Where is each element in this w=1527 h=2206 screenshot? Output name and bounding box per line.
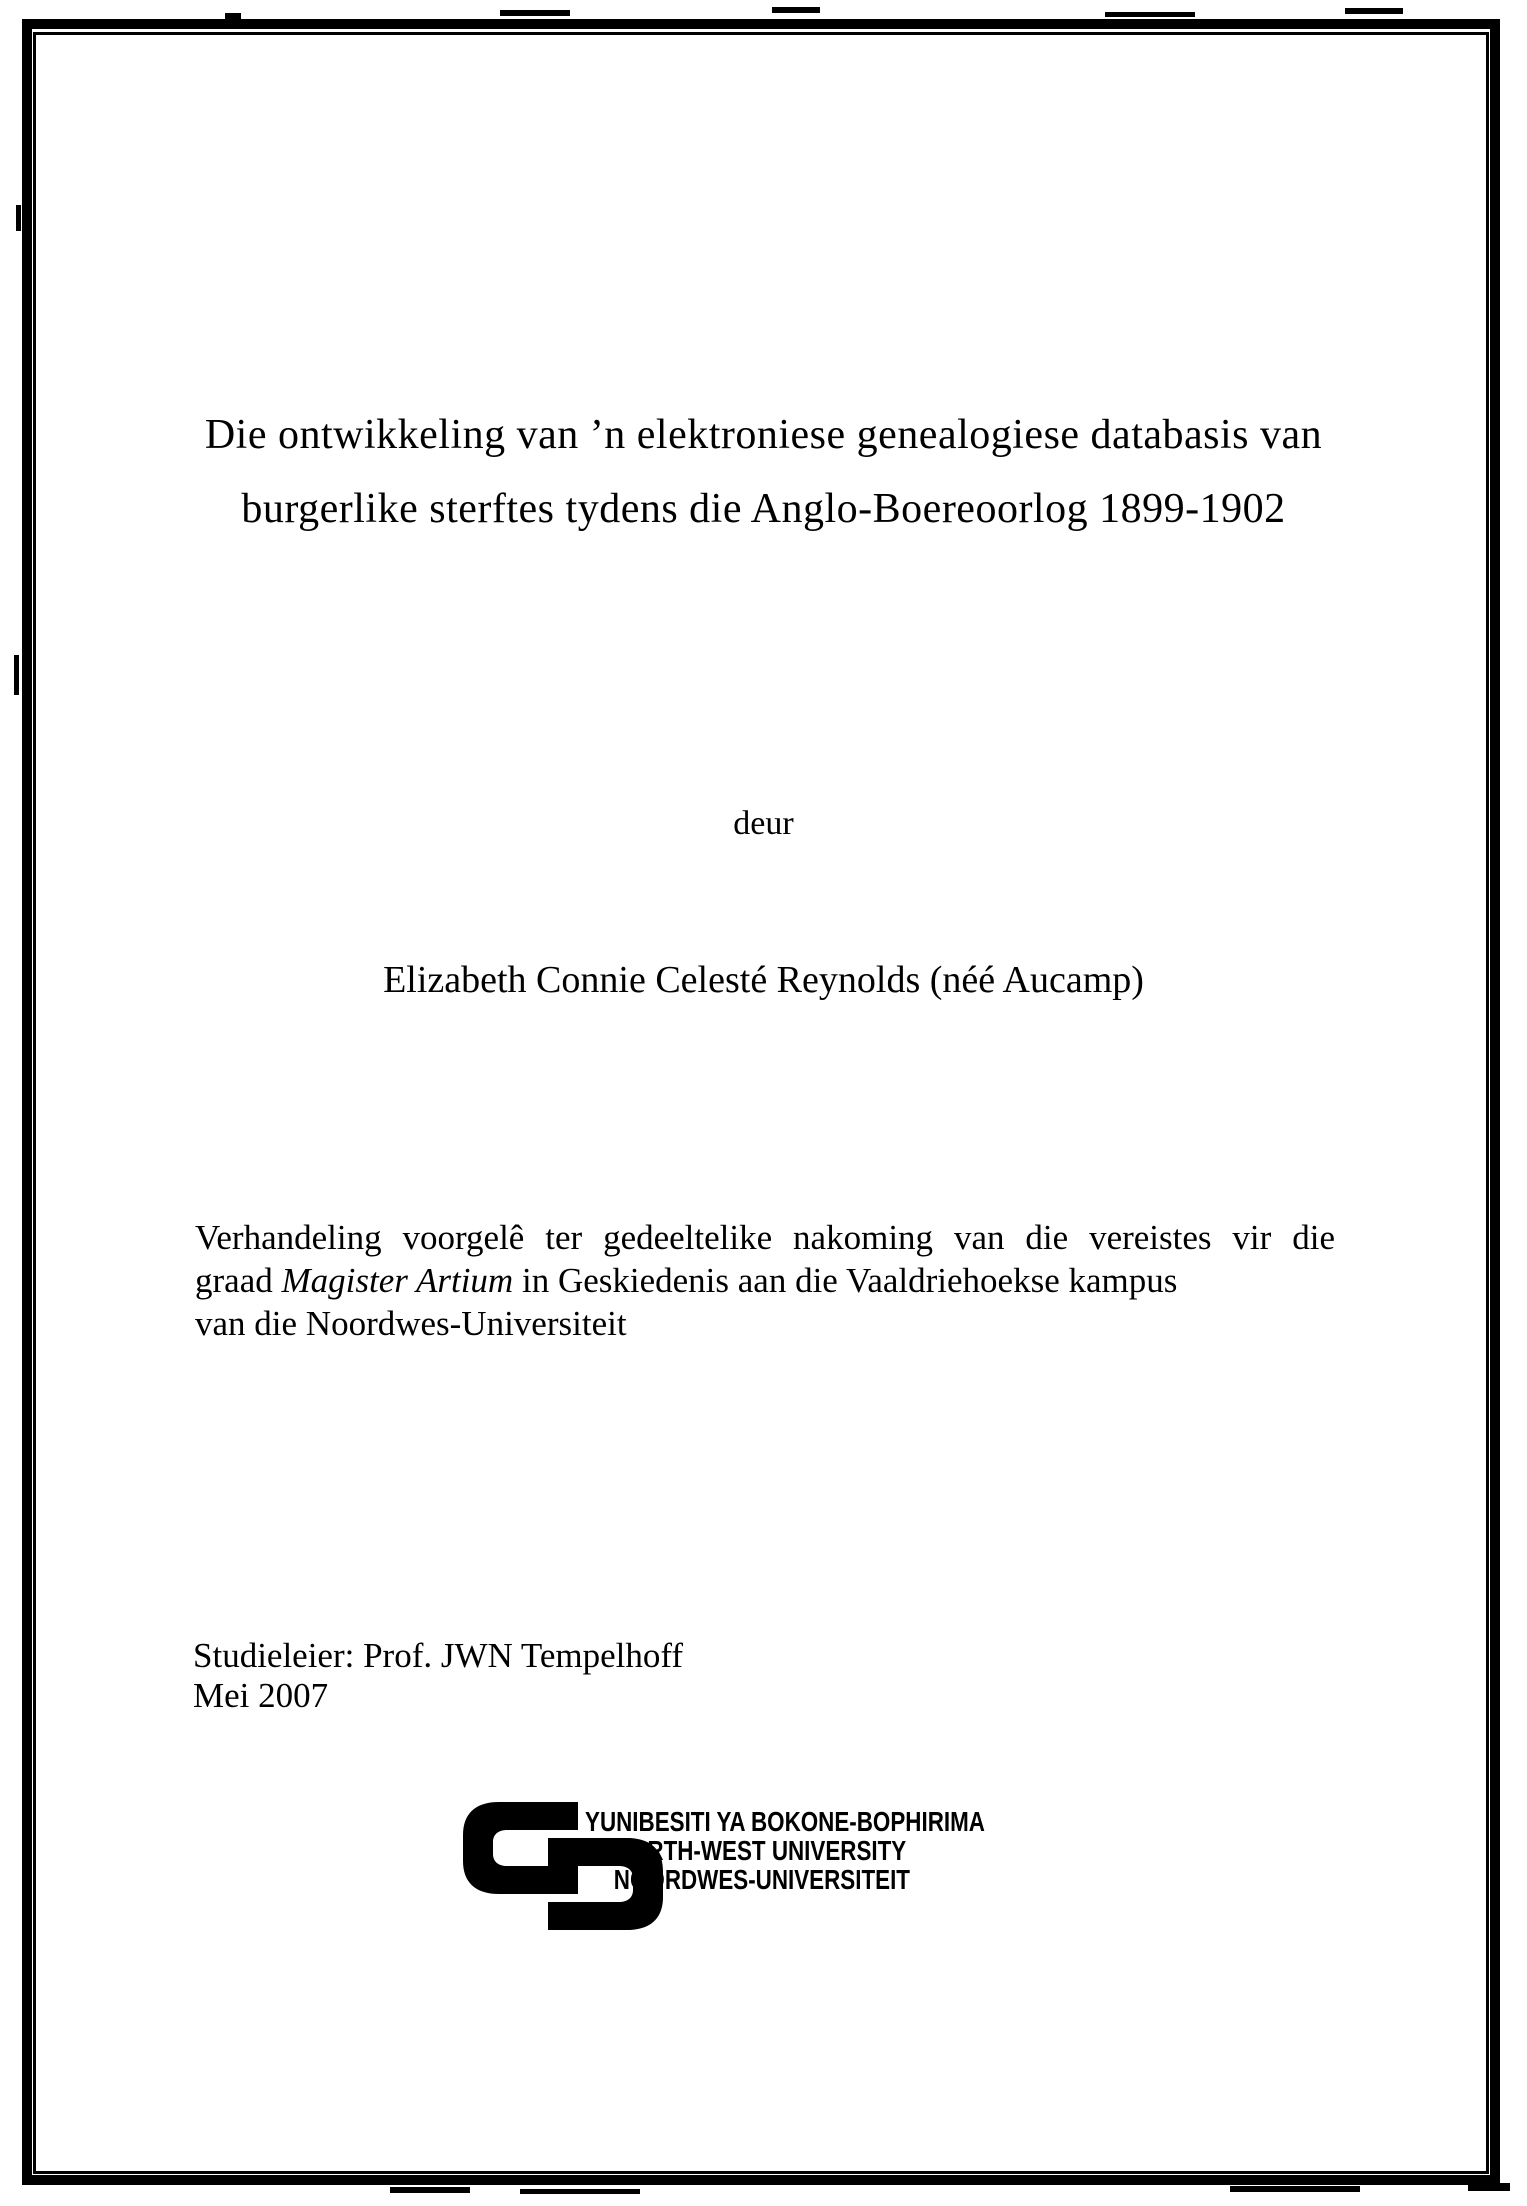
university-logo-text [585,1807,985,1894]
scan-artifact [1468,2183,1510,2191]
scan-artifact [500,10,570,16]
author-name: Elizabeth Connie Celesté Reynolds (néé Aucamp) [383,959,1144,1001]
scan-artifact [390,2187,470,2193]
scan-artifact [520,2189,640,2194]
university-logo [463,1802,1123,1932]
logo-text-english: NORTH-WEST UNIVERSITY [613,1835,907,1866]
thesis-title-line1: Die ontwikkeling van ’n elektroniese genealogiese databasis van [204,412,1323,458]
scan-artifact [16,205,21,231]
date-line: Mei 2007 [193,1676,329,1715]
scan-artifact [1345,8,1403,14]
logo-text-setswana: YUNIBESITI YA BOKONE-BOPHIRIMA [585,1806,985,1837]
scan-artifact [1230,2186,1360,2192]
scan-artifact [772,7,820,13]
logo-text-afrikaans: NOORDWES-UNIVERSITEIT [613,1864,910,1895]
degree-statement-line1: Verhandeling voorgelê ter gedeeltelike nakoming van die vereistes vir die [195,1218,1335,1257]
supervisor-line: Studieleier: Prof. JWN Tempelhoff [193,1636,684,1675]
thesis-title-line2: burgerlike sterftes tydens die Anglo-Boereoorlog 1899-1902 [241,486,1286,532]
byline: deur [733,805,794,842]
degree-statement-line2-post: in Geskiedenis aan die Vaaldriehoekse kampus [513,1261,1178,1300]
degree-statement-line2 [195,1259,1335,1302]
scan-artifact [1105,12,1195,17]
supervisor-block [193,1636,683,1716]
degree-statement-line3: van die Noordwes-Universiteit [195,1304,627,1343]
degree-statement-line2-pre: graad [195,1261,282,1300]
scan-artifact [225,13,241,19]
scan-artifact [14,655,19,695]
degree-name: Magister Artium [281,1261,514,1300]
degree-statement [195,1216,1335,1345]
thesis-title [80,398,1447,546]
